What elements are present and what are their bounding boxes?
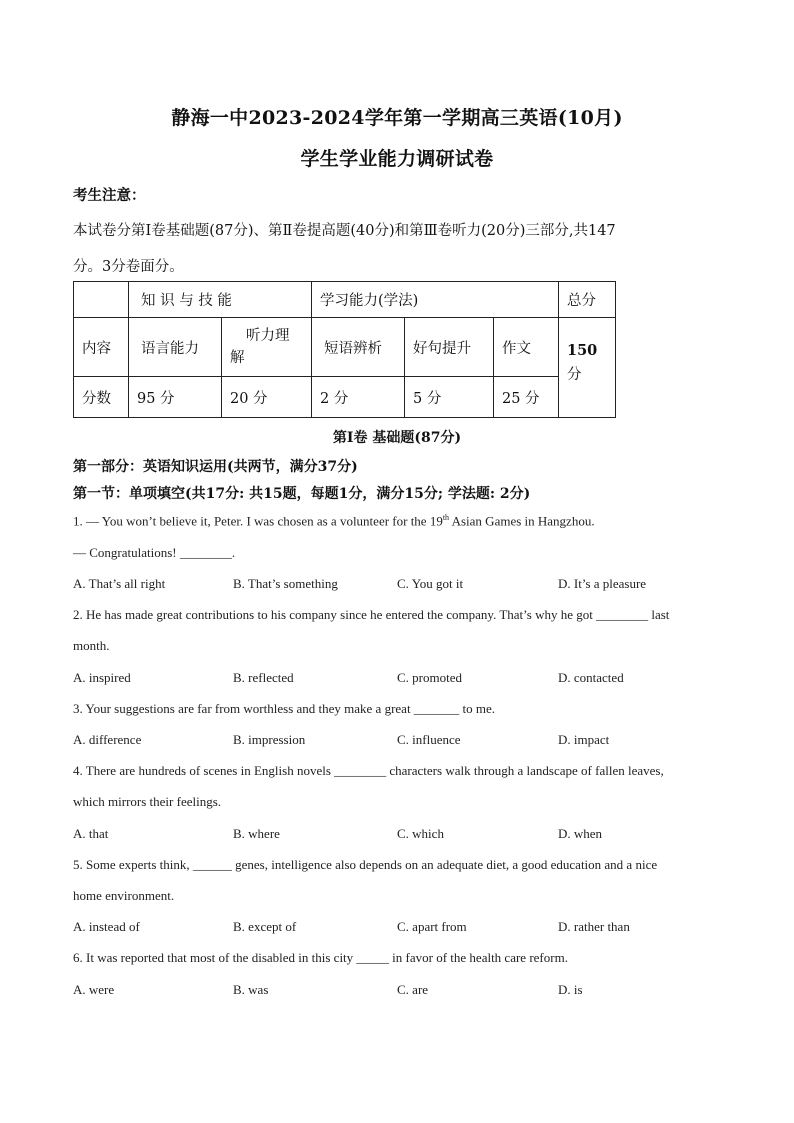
content-cell-phrase: 短语辨析 [312,318,405,377]
question-4-line-2: which mirrors their feelings. [73,794,222,809]
page-subtitle: 学生学业能力调研试卷 [300,148,494,170]
content-cell-language: 语言能力 [129,318,222,377]
content-cell-writing: 作文 [494,318,559,377]
question-6-line-1: 6. It was reported that most of the disabled in this city _____ in favor of the health care reform. [73,950,568,965]
notice-line-1: 本试卷分第Ⅰ卷基础题(87分)、第Ⅱ卷提高题(40分)和第Ⅲ卷听力(20分)三部分,共147 [73,223,616,239]
volume-title: 第Ⅰ卷 基础题(87分) [332,430,462,446]
question-2-option-c: C. promoted [397,670,462,685]
row-content-label: 内容 [74,318,129,377]
question-5-option-a: A. instead of [73,919,140,934]
question-3-line-1: 3. Your suggestions are far from worthless and they make a great _______ to me. [73,701,496,716]
question-2-option-b: B. reflected [233,670,294,685]
question-5-option-d: D. rather than [558,919,630,934]
question-5-line-1: 5. Some experts think, ______ genes, intelligence also depends on an adequate diet, a good education and a nice [73,857,658,872]
question-2-option-d: D. contacted [558,670,624,685]
score-cell-phrase: 2 分 [312,377,405,418]
header-total: 总分 [559,282,616,318]
score-table [73,281,616,418]
question-1-option-c: C. You got it [397,576,464,591]
question-4-option-c: C. which [397,826,444,841]
question-3-option-d: D. impact [558,732,610,747]
score-cell-listening: 20 分 [222,377,312,418]
question-2-option-a: A. inspired [73,670,131,685]
content-cell-listening: 听力理 解 [222,318,312,377]
question-3-option-c: C. influence [397,732,461,747]
question-5-option-c: C. apart from [397,919,467,934]
question-5-option-b: B. except of [233,919,297,934]
question-2-line-1: 2. He has made great contributions to his company since he entered the company. That’s why he got ________ last [73,607,670,622]
question-1-line-1: 1. — You won’t believe it, Peter. I was chosen as a volunteer for the 19th Asian Games in Hangzhou. [73,513,595,529]
part1-title: 第一部分：英语知识运用(共两节，满分37分) [73,459,358,475]
score-cell-language: 95 分 [129,377,222,418]
row-score-label: 分数 [74,377,129,418]
question-1-line-2: — Congratulations! ________. [73,545,236,560]
question-2-line-2: month. [73,638,110,653]
question-4-option-d: D. when [558,826,603,841]
question-6-option-d: D. is [558,982,583,997]
question-1-option-b: B. That’s something [233,576,338,591]
header-method: 学习能力(学法) [312,282,559,318]
score-cell-writing: 25 分 [494,377,559,418]
question-3-option-a: A. difference [73,732,142,747]
question-1-option-a: A. That’s all right [73,576,166,591]
question-6-option-a: A. were [73,982,115,997]
question-4-option-b: B. where [233,826,280,841]
table-corner-cell [74,282,129,318]
notice-line-2: 分。3分卷面分。 [73,259,184,275]
notice-label: 考生注意： [73,187,146,204]
question-3-option-b: B. impression [233,732,306,747]
content-cell-sentence: 好句提升 [405,318,494,377]
question-1-option-d: D. It’s a pleasure [558,576,647,591]
page-title: 静海一中2023-2024学年第一学期高三英语(10月) [171,107,623,129]
section1-title: 第一节：单项填空(共17分: 共15题，每题1分，满分15分; 学法题: 2分) [73,486,531,502]
score-cell-sentence: 5 分 [405,377,494,418]
question-5-line-2: home environment. [73,888,175,903]
question-6-option-c: C. are [397,982,429,997]
question-4-option-a: A. that [73,826,109,841]
question-4-line-1: 4. There are hundreds of scenes in English novels ________ characters walk through a landscape of fallen leaves, [73,763,664,778]
question-6-option-b: B. was [233,982,269,997]
total-score-cell: 150 分 [559,318,616,418]
header-knowledge: 知 识 与 技 能 [129,282,312,318]
